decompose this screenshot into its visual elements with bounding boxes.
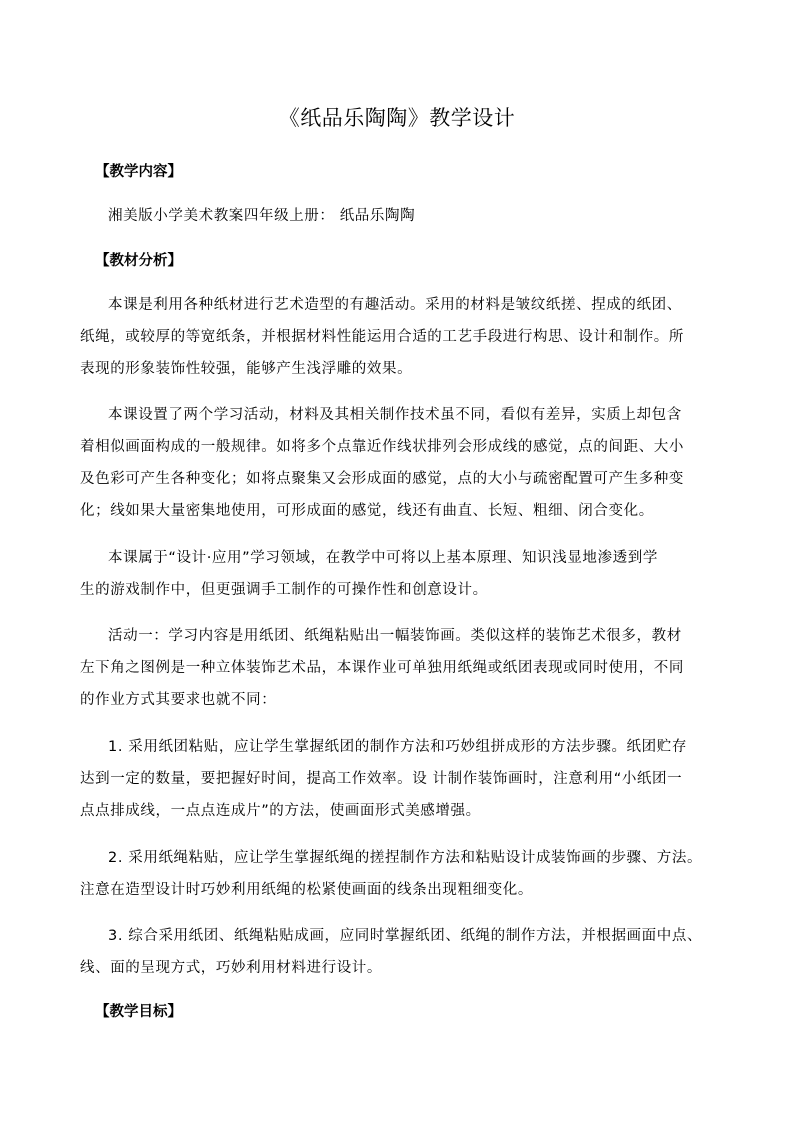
paragraph-line: 表现的形象装饰性较强，能够产生浅浮雕的效果。 (80, 361, 413, 377)
paragraph-line: 3. 综合采用纸团、纸绳粘贴成画，应同时掌握纸团、纸绳的制作方法，并根据画面中点、 (108, 928, 703, 944)
paragraph-line: 本课属于“设计·应用”学习领域，在教学中可将以上基本原理、知识浅显地渗透到学 (108, 550, 658, 566)
paragraph-line: 点点排成线，一点点连成片”的方法，使画面形式美感增强。 (80, 803, 481, 819)
paragraph-line: 着相似画面构成的一般规律。如将多个点靠近作线状排列会形成线的感觉，点的间距、大小 (80, 439, 684, 455)
paragraph-line: 注意在造型设计时巧妙利用纸绳的松紧使画面的线条出现粗细变化。 (80, 882, 533, 898)
paragraph-line: 1. 采用纸团粘贴，应让学生掌握纸团的制作方法和巧妙组拼成形的方法步骤。纸团贮存 (108, 739, 687, 755)
paragraph-line: 2. 采用纸绳粘贴，应让学生掌握纸绳的搓捏制作方法和粘贴设计成装饰画的步骤、方法。 (108, 850, 703, 866)
paragraph-line: 本课设置了两个学习活动，材料及其相关制作技术虽不同，看似有差异，实质上却包含 (108, 407, 682, 423)
paragraph-line: 左下角之图例是一种立体装饰艺术品，本课作业可单独用纸绳或纸团表现或同时使用，不同 (80, 660, 684, 676)
section-heading-content: 【教学内容】 (95, 164, 182, 180)
section-heading-analysis: 【教材分析】 (95, 253, 182, 269)
section-heading-objectives: 【教学目标】 (95, 1004, 182, 1020)
paragraph-line: 化；线如果大量密集地使用，可形成面的感觉，线还有曲直、长短、粗细、闭合变化。 (80, 503, 654, 519)
content-text: 湘美版小学美术教案四年级上册： 纸品乐陶陶 (108, 208, 416, 224)
document-title: 《纸品乐陶陶》教学设计 (278, 106, 516, 130)
paragraph-line: 达到一定的数量，要把握好时间，提高工作效率。设 计制作装饰画时，注意利用“小纸团一 (80, 771, 683, 787)
paragraph-line: 生的游戏制作中，但更强调手工制作的可操作性和创意设计。 (80, 582, 488, 598)
paragraph-line: 纸绳，或较厚的等宽纸条，并根据材料性能运用合适的工艺手段进行构思、设计和制作。所 (80, 329, 684, 345)
paragraph-line: 活动一：学习内容是用纸团、纸绳粘贴出一幅装饰画。类似这样的装饰艺术很多，教材 (108, 628, 682, 644)
paragraph-line: 线、面的呈现方式，巧妙利用材料进行设计。 (80, 960, 382, 976)
paragraph-line: 及色彩可产生各种变化；如将点聚集又会形成面的感觉，点的大小与疏密配置可产生多种变 (80, 471, 684, 487)
paragraph-line: 的作业方式其要求也就不同： (80, 692, 277, 708)
paragraph-line: 本课是利用各种纸材进行艺术造型的有趣活动。采用的材料是皱纹纸搓、捏成的纸团、 (108, 297, 682, 313)
